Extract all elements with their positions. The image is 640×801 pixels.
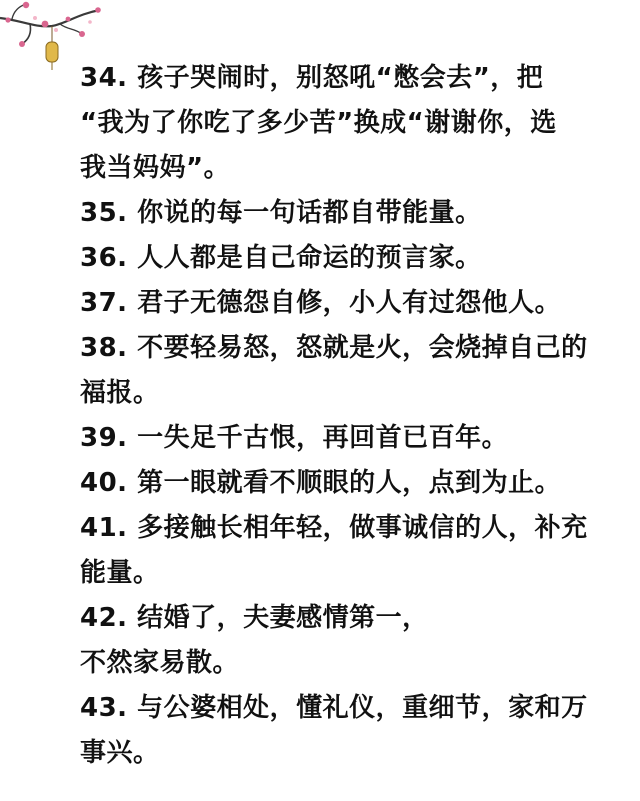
text-line: 41. 多接触长相年轻，做事诚信的人，补充 [80, 513, 588, 543]
text-line: 37. 君子无德怨自修，小人有过怨他人。 [80, 288, 562, 318]
blossom-icon [5, 2, 100, 47]
text-line: 38. 不要轻易怒，怒就是火，会烧掉自己的 [80, 333, 588, 363]
text-line: 40. 第一眼就看不顺眼的人，点到为止。 [80, 468, 562, 498]
text-line: “我为了你吃了多少苦”换成“谢谢你，选 [80, 108, 557, 138]
text-line: 43. 与公婆相处，懂礼仪，重细节，家和万 [80, 693, 588, 723]
text-line: 34. 孩子哭闹时，别怒吼“憋会去”，把 [80, 63, 544, 93]
text-line: 福报。 [80, 378, 160, 408]
text-line: 42. 结婚了，夫妻感情第一， [80, 603, 429, 633]
text-line: 39. 一失足千古恨，再回首已百年。 [80, 423, 509, 453]
text-line: 35. 你说的每一句话都自带能量。 [80, 198, 482, 228]
text-line: 36. 人人都是自己命运的预言家。 [80, 243, 482, 273]
quote-list [80, 56, 620, 776]
text-line: 能量。 [80, 558, 160, 588]
text-line: 事兴。 [80, 738, 160, 768]
text-line: 我当妈妈”。 [80, 153, 231, 183]
lantern-icon [46, 42, 58, 62]
text-line: 不然家易散。 [80, 648, 240, 678]
